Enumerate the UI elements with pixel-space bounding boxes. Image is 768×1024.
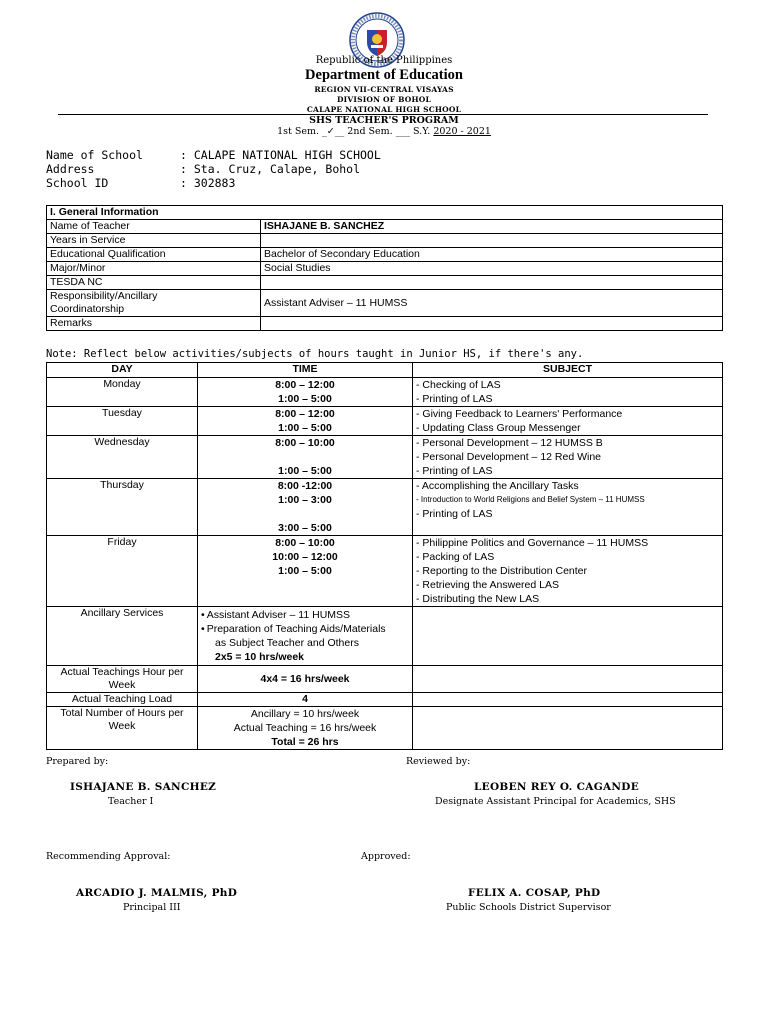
sem-second-mark: ___ — [395, 126, 410, 137]
ancillary-label: Ancillary Services — [47, 607, 198, 666]
address-label: Address — [46, 162, 95, 176]
time-slot: 10:00 – 12:00 — [272, 551, 338, 563]
header-program: SHS TEACHER'S PROGRAM — [309, 115, 459, 126]
header-day: DAY — [47, 363, 198, 378]
header-time: TIME — [198, 363, 413, 378]
subject-item: - Personal Development – 12 HUMSS B — [416, 437, 603, 449]
subject-item: - Reporting to the Distribution Center — [416, 565, 587, 577]
subject-cell — [413, 536, 723, 607]
total-hours-label-line1: Total Number of Hours per — [60, 707, 184, 719]
table-row — [47, 536, 723, 607]
responsibility-label-line1: Responsibility/Ancillary — [50, 290, 158, 302]
table-row — [47, 262, 723, 276]
table-row — [47, 290, 723, 317]
address-row — [46, 162, 360, 176]
total-hours-teaching: Actual Teaching = 16 hrs/week — [233, 722, 377, 734]
time-slot: 1:00 – 3:00 — [278, 494, 332, 506]
subject-item: - Updating Class Group Messenger — [416, 422, 581, 434]
time-slot: 8:00 – 12:00 — [275, 408, 335, 420]
total-hours-ancillary: Ancillary = 10 hrs/week — [250, 708, 360, 720]
ancillary-item: • Assistant Adviser – 11 HUMSS — [201, 608, 409, 622]
subject-item: - Printing of LAS — [416, 508, 493, 520]
sy-value: 2020 - 2021 — [433, 126, 491, 137]
teacher-name-value: ISHAJANE B. SANCHEZ — [261, 220, 723, 234]
subject-item: - Personal Development – 12 Red Wine — [416, 451, 602, 463]
ancillary-item: • Preparation of Teaching Aids/Materials — [201, 622, 409, 636]
responsibility-value: Assistant Adviser – 11 HUMSS — [261, 290, 723, 317]
day-thursday: Thursday — [47, 479, 198, 536]
total-hours-label-line2: Week — [108, 720, 136, 732]
total-hours-label — [47, 707, 198, 750]
major-minor-label: Major/Minor — [47, 262, 261, 276]
reviewed-by-name: LEOBEN REY O. CAGANDE — [474, 781, 640, 793]
header-school: CALAPE NATIONAL HIGH SCHOOL — [306, 105, 462, 114]
time-slot: 1:00 – 5:00 — [278, 565, 332, 577]
table-row — [47, 436, 723, 479]
table-row — [47, 707, 723, 750]
total-hours-cell — [198, 707, 413, 750]
table-row — [47, 248, 723, 262]
general-info-title: I. General Information — [47, 206, 723, 220]
header-region: REGION VII-CENTRAL VISAYAS — [314, 85, 454, 94]
day-friday: Friday — [47, 536, 198, 607]
header-department: Department of Education — [305, 67, 463, 83]
table-row — [47, 407, 723, 436]
actual-load-value: 4 — [198, 693, 413, 707]
schedule-header-row — [47, 363, 723, 378]
actual-hours-label — [47, 666, 198, 693]
subject-item: - Packing of LAS — [416, 551, 495, 563]
day-monday: Monday — [47, 378, 198, 407]
remarks-label: Remarks — [47, 317, 261, 331]
school-id-row — [46, 176, 235, 190]
subject-cell — [413, 479, 723, 536]
time-slot: 8:00 – 10:00 — [275, 537, 335, 549]
total-hours-sum: Total = 26 hrs — [271, 736, 339, 748]
approved-name: FELIX A. COSAP, PhD — [468, 887, 601, 899]
subject-cell — [413, 407, 723, 436]
education-label: Educational Qualification — [47, 248, 261, 262]
major-minor-value: Social Studies — [261, 262, 723, 276]
school-name-label: Name of School — [46, 148, 143, 162]
table-row — [47, 220, 723, 234]
general-info-title-row — [47, 206, 723, 220]
years-service-value — [261, 234, 723, 248]
education-value: Bachelor of Secondary Education — [261, 248, 723, 262]
approved-title: Public Schools District Supervisor — [446, 902, 611, 913]
time-gap — [201, 450, 409, 464]
time-slot: 8:00 – 12:00 — [275, 379, 335, 391]
reviewed-by-label: Reviewed by: — [406, 756, 471, 767]
time-slot: 1:00 – 5:00 — [278, 393, 332, 405]
recommending-title: Principal III — [123, 902, 181, 913]
school-name-row — [46, 148, 381, 162]
time-slot: 8:00 – 10:00 — [275, 437, 335, 449]
sem-second-label: 2nd Sem. — [347, 126, 393, 137]
empty-cell — [413, 707, 723, 750]
time-cell — [198, 479, 413, 536]
subject-item: - Philippine Politics and Governance – 11 HUMSS — [416, 537, 649, 549]
ancillary-cell — [198, 607, 413, 666]
subject-item: - Giving Feedback to Learners' Performance — [416, 408, 623, 420]
actual-hours-label-line2: Week — [108, 679, 136, 691]
time-slot: 3:00 – 5:00 — [278, 522, 332, 534]
teacher-name-label: Name of Teacher — [47, 220, 261, 234]
header-republic: Republic of the Philippines — [315, 55, 453, 66]
subject-item: - Retrieving the Answered LAS — [416, 579, 559, 591]
actual-load-label: Actual Teaching Load — [47, 693, 198, 707]
actual-hours-label-line1: Actual Teachings Hour per — [60, 666, 184, 678]
responsibility-label — [47, 290, 261, 317]
table-row — [47, 693, 723, 707]
table-row — [47, 317, 723, 331]
actual-hours-value: 4x4 = 16 hrs/week — [198, 666, 413, 693]
school-name-value: : CALAPE NATIONAL HIGH SCHOOL — [180, 148, 381, 162]
reviewed-by-title: Designate Assistant Principal for Academics, SHS — [435, 796, 676, 807]
table-row — [47, 666, 723, 693]
subject-item: - Printing of LAS — [416, 393, 493, 405]
header-subject: SUBJECT — [413, 363, 723, 378]
school-id-label: School ID — [46, 176, 109, 190]
time-cell — [198, 378, 413, 407]
school-id-value: : 302883 — [180, 176, 236, 190]
time-cell — [198, 536, 413, 607]
tesda-label: TESDA NC — [47, 276, 261, 290]
prepared-by-name: ISHAJANE B. SANCHEZ — [70, 781, 217, 793]
day-tuesday: Tuesday — [47, 407, 198, 436]
semester-line — [0, 126, 768, 137]
empty-cell — [413, 666, 723, 693]
time-cell — [198, 436, 413, 479]
prepared-by-title: Teacher I — [108, 796, 154, 807]
time-gap — [201, 507, 409, 521]
sy-label: S.Y. — [413, 126, 431, 137]
remarks-value — [261, 317, 723, 331]
day-wednesday: Wednesday — [47, 436, 198, 479]
subject-cell — [413, 436, 723, 479]
time-slot: 1:00 – 5:00 — [278, 422, 332, 434]
recommending-approval-label: Recommending Approval: — [46, 851, 171, 862]
ancillary-item-continuation: as Subject Teacher and Others — [215, 637, 359, 649]
header-division: DIVISION OF BOHOL — [336, 95, 432, 104]
subject-item: - Introduction to World Religions and Belief System – 11 HUMSS — [416, 495, 645, 504]
schedule-table — [46, 362, 723, 750]
prepared-by-label: Prepared by: — [46, 756, 109, 767]
empty-cell — [413, 693, 723, 707]
empty-cell — [413, 607, 723, 666]
table-row — [47, 479, 723, 536]
ancillary-total: 2x5 = 10 hrs/week — [215, 651, 305, 663]
sem-first-label: 1st Sem. — [277, 126, 319, 137]
table-row — [47, 378, 723, 407]
responsibility-label-line2: Coordinatorship — [50, 303, 125, 315]
tesda-value — [261, 276, 723, 290]
time-slot: 8:00 -12:00 — [277, 480, 333, 492]
recommending-name: ARCADIO J. MALMIS, PhD — [76, 887, 238, 899]
subject-cell — [413, 378, 723, 407]
sem-first-mark: _✓__ — [322, 126, 345, 137]
table-row — [47, 276, 723, 290]
time-cell — [198, 407, 413, 436]
subject-item: - Accomplishing the Ancillary Tasks — [416, 480, 579, 492]
approved-label: Approved: — [361, 851, 411, 862]
address-value: : Sta. Cruz, Calape, Bohol — [180, 162, 361, 176]
schedule-note: Note: Reflect below activities/subjects of hours taught in Junior HS, if there's any. — [46, 348, 584, 360]
time-slot: 1:00 – 5:00 — [278, 465, 332, 477]
table-row — [47, 234, 723, 248]
subject-item: - Checking of LAS — [416, 379, 501, 391]
subject-item: - Printing of LAS — [416, 465, 493, 477]
general-information-table — [46, 205, 723, 331]
subject-item: - Distributing the New LAS — [416, 593, 540, 605]
years-service-label: Years in Service — [47, 234, 261, 248]
table-row — [47, 607, 723, 666]
